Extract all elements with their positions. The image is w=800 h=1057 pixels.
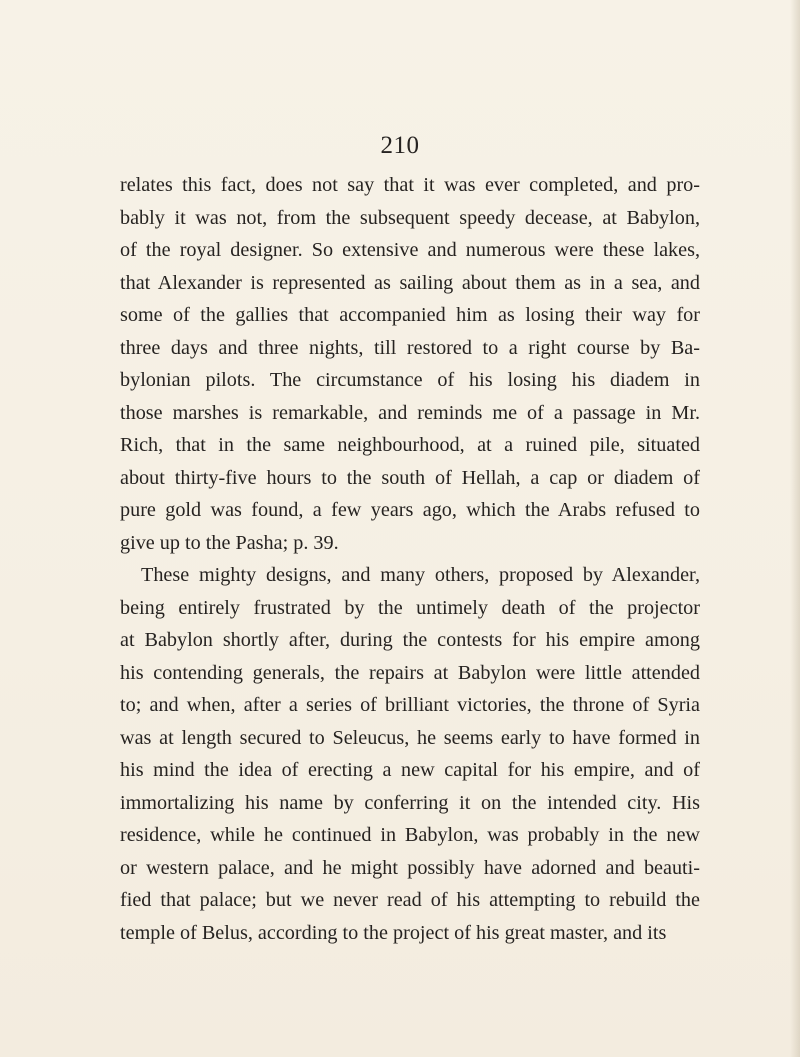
text-line: about thirty-five hours to the south of Hellah, a cap or diadem of	[120, 466, 700, 489]
text-line: temple of Belus, according to the project of his great master, and its	[120, 921, 667, 944]
text-line: being entirely frustrated by the untimely death of the projector	[120, 596, 700, 619]
text-line: those marshes is remarkable, and reminds me of a passage in Mr.	[120, 401, 700, 424]
page-edge-shadow	[790, 0, 800, 1057]
text-line: at Babylon shortly after, during the contests for his empire among	[120, 629, 700, 651]
text-line: that Alexander is represented as sailing about them as in a sea, and	[120, 271, 700, 294]
text-line: pure gold was found, a few years ago, which the Arabs refused to	[120, 499, 700, 521]
text-line: fied that palace; but we never read of his attempting to rebuild the	[120, 889, 700, 911]
text-line: three days and three nights, till restored to a right course by Ba-	[120, 336, 700, 359]
body-text	[120, 169, 700, 949]
text-line: his mind the idea of erecting a new capital for his empire, and of	[120, 759, 700, 781]
text-line: some of the gallies that accompanied him as losing their way for	[120, 304, 700, 326]
text-line: give up to the Pasha; p. 39.	[120, 531, 339, 554]
paragraph-first-line: These mighty designs, and many others, proposed by Alexander,	[141, 564, 700, 586]
text-line: bably it was not, from the subsequent speedy decease, at Babylon,	[120, 206, 700, 229]
text-line: to; and when, after a series of brilliant victories, the throne of Syria	[120, 694, 700, 716]
text-line: of the royal designer. So extensive and numerous were these lakes,	[120, 239, 700, 261]
text-line: or western palace, and he might possibly have adorned and beauti-	[120, 856, 700, 879]
text-line: his contending generals, the repairs at Babylon were little attended	[120, 661, 700, 684]
text-line: immortalizing his name by conferring it on the intended city. His	[120, 791, 700, 814]
text-line: Rich, that in the same neighbourhood, at a ruined pile, situated	[120, 434, 700, 456]
text-line: bylonian pilots. The circumstance of his losing his diadem in	[120, 369, 700, 391]
text-line: relates this fact, does not say that it was ever completed, and pro-	[120, 174, 700, 196]
page-number: 210	[380, 132, 420, 159]
text-line: was at length secured to Seleucus, he seems early to have formed in	[120, 726, 700, 749]
text-line: residence, while he continued in Babylon, was probably in the new	[120, 824, 700, 846]
